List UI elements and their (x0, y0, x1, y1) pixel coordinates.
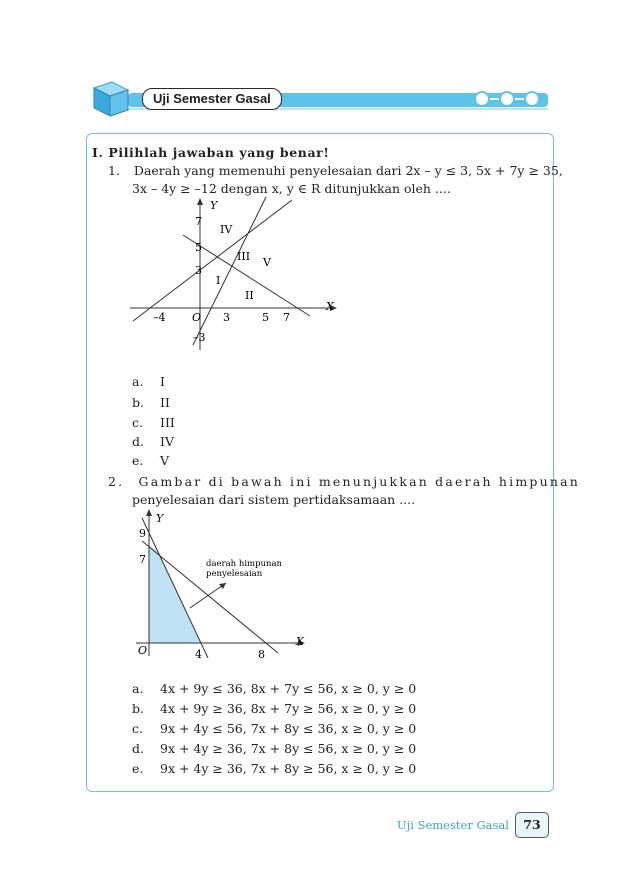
x-tick-label: 7 (283, 311, 290, 324)
y-axis-arrow (146, 509, 152, 516)
y-tick-label: –3 (193, 331, 206, 344)
option-b[interactable] (132, 700, 416, 717)
option-text: 4x + 9y ≤ 36, 8x + 7y ≤ 56, x ≥ 0, y ≥ 0 (160, 681, 417, 696)
option-letter: a. (132, 374, 144, 389)
question-1-line-2: 3x – 4y ≥ –12 dengan x, y ∈ R ditunjukkan oleh .... (132, 181, 451, 196)
option-letter: e. (132, 453, 144, 468)
x-tick-label: 5 (262, 311, 269, 324)
question-2-graph (128, 508, 313, 663)
x-tick-label: 8 (258, 648, 265, 661)
option-text: 9x + 4y ≥ 36, 7x + 8y ≤ 56, x ≥ 0, y ≥ 0 (160, 741, 417, 756)
region-label-iii: III (237, 250, 251, 263)
solution-region (149, 545, 201, 643)
option-text: V (160, 453, 170, 468)
option-a[interactable] (132, 373, 165, 390)
y-tick-label: 7 (139, 553, 146, 566)
origin-label: O (138, 644, 148, 657)
x-tick-label: 4 (195, 648, 202, 661)
option-letter: a. (132, 681, 144, 696)
x-tick-label: 3 (223, 311, 230, 324)
x-axis-label: X (296, 635, 304, 648)
question-2-number: 2. (108, 474, 125, 489)
section-banner (88, 78, 550, 118)
option-letter: b. (132, 701, 144, 716)
line-5x-7y (183, 235, 310, 316)
option-d[interactable] (132, 433, 174, 450)
option-letter: d. (132, 434, 144, 449)
y-tick-label: 3 (195, 264, 202, 277)
question-2-line-1: Gambar di bawah ini menunjukkan daerah himpunan (138, 474, 580, 489)
option-text: 9x + 4y ≥ 36, 7x + 8y ≥ 56, x ≥ 0, y ≥ 0 (160, 761, 417, 776)
y-tick-label: 7 (195, 215, 202, 228)
region-label-i: I (216, 274, 221, 287)
region-label-v: V (263, 256, 271, 269)
option-text: IV (160, 434, 174, 449)
annotation-label: daerah himpunan (206, 559, 283, 569)
option-text: III (160, 415, 175, 430)
page-number: 73 (515, 812, 549, 838)
option-letter: d. (132, 741, 144, 756)
x-tick-label: –4 (153, 311, 166, 324)
question-1-text (108, 162, 563, 179)
annotation-label: penyelesaian (206, 569, 263, 579)
option-a[interactable] (132, 680, 416, 697)
y-tick-label: 5 (195, 241, 202, 254)
y-axis-label: Y (210, 199, 218, 212)
option-b[interactable] (132, 394, 170, 411)
option-letter: b. (132, 395, 144, 410)
question-1-number: 1. (108, 163, 120, 178)
option-text: I (160, 374, 165, 389)
question-1-graph (125, 195, 340, 355)
y-axis-label: Y (156, 512, 164, 525)
option-d[interactable] (132, 740, 416, 757)
y-tick-label: 9 (139, 527, 146, 540)
option-letter: c. (132, 415, 143, 430)
region-label-iv: IV (220, 223, 233, 236)
decorative-dots-icon (472, 90, 542, 108)
option-e[interactable] (132, 760, 416, 777)
annotation-arrow (190, 583, 226, 608)
option-c[interactable] (132, 414, 175, 431)
question-2-line-2: penyelesaian dari sistem pertidaksamaan .... (132, 492, 416, 507)
question-2-text (108, 473, 580, 490)
section-heading: I. Pilihlah jawaban yang benar! (92, 145, 330, 160)
question-1-line-1: Daerah yang memenuhi penyelesaian dari 2x – y ≤ 3, 5x + 7y ≥ 35, (133, 163, 563, 178)
option-letter: c. (132, 721, 143, 736)
option-letter: e. (132, 761, 144, 776)
option-c[interactable] (132, 720, 416, 737)
option-text: II (160, 395, 170, 410)
annotation-arrowhead (219, 583, 226, 589)
region-label-ii: II (245, 289, 254, 302)
option-text: 9x + 4y ≤ 56, 7x + 8y ≤ 36, x ≥ 0, y ≥ 0 (160, 721, 417, 736)
banner-title: Uji Semester Gasal (142, 88, 282, 110)
x-axis-label: X (326, 300, 334, 313)
option-text: 4x + 9y ≥ 36, 8x + 7y ≥ 56, x ≥ 0, y ≥ 0 (160, 701, 417, 716)
option-e[interactable] (132, 452, 169, 469)
cube-icon (88, 78, 132, 118)
footer-label: Uji Semester Gasal (397, 818, 509, 832)
origin-label: O (192, 311, 202, 324)
y-axis-arrow (197, 198, 203, 205)
